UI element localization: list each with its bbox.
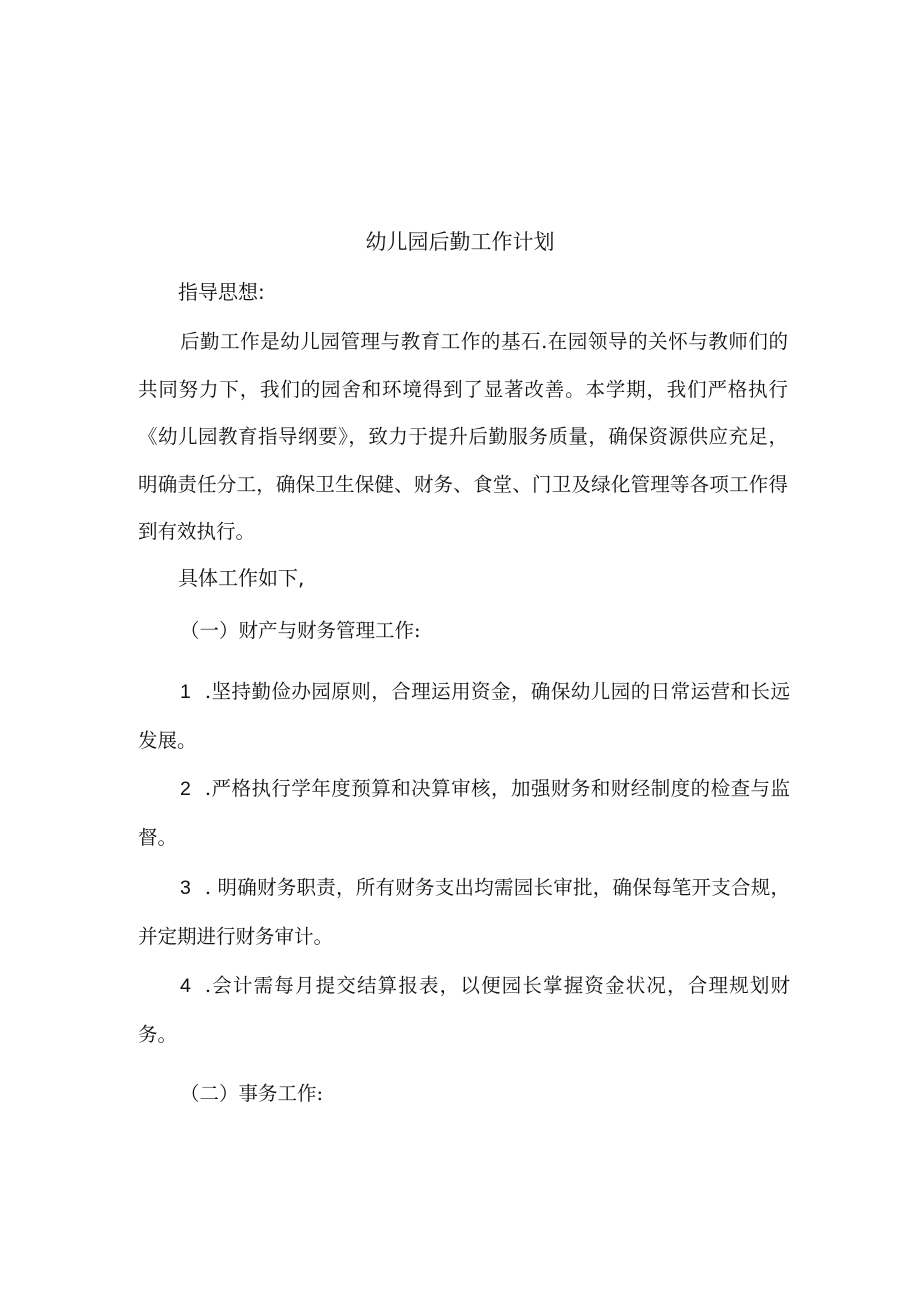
list-item xyxy=(138,765,790,861)
item-text: . 明确财务职责，所有财务支出均需园长审批，确保每笔开支合规，并定期进行财务审计。 xyxy=(138,876,790,948)
item-number: 1 xyxy=(180,681,191,703)
item-number: 3 xyxy=(180,877,191,899)
intro-paragraph: 后勤工作是幼儿园管理与教育工作的基石.在园领导的关怀与教师们的共同努力下，我们的园舍和环境得到了显著改善。本学期，我们严格执行《幼儿园教育指导纲要》，致力于提升后勤服务质量，确保资源供应充足，明确责任分工，确保卫生保健、财务、食堂、门卫及绿化管理等各项工作得到有效执行。 xyxy=(138,330,788,543)
document-title: 幼儿园后勤工作计划 xyxy=(365,230,555,254)
item-text: .会计需每月提交结算报表，以便园长掌握资金状况，合理规划财务。 xyxy=(138,974,790,1046)
list-item xyxy=(138,864,790,960)
section-heading-finance: （一）财产与财务管理工作: xyxy=(180,619,421,642)
specific-heading: 具体工作如下, xyxy=(178,566,305,590)
section-heading-affairs: （二）事务工作: xyxy=(180,1082,324,1105)
item-text: .严格执行学年度预算和决算审核，加强财务和财经制度的检查与监督。 xyxy=(138,777,790,849)
item-number: 4 xyxy=(180,975,191,997)
list-item xyxy=(138,962,790,1058)
list-item xyxy=(138,668,790,764)
item-number: 2 xyxy=(180,778,191,800)
guiding-heading: 指导思想: xyxy=(178,280,265,304)
item-text: .坚持勤俭办园原则，合理运用资金，确保幼儿园的日常运营和长远发展。 xyxy=(138,680,790,752)
